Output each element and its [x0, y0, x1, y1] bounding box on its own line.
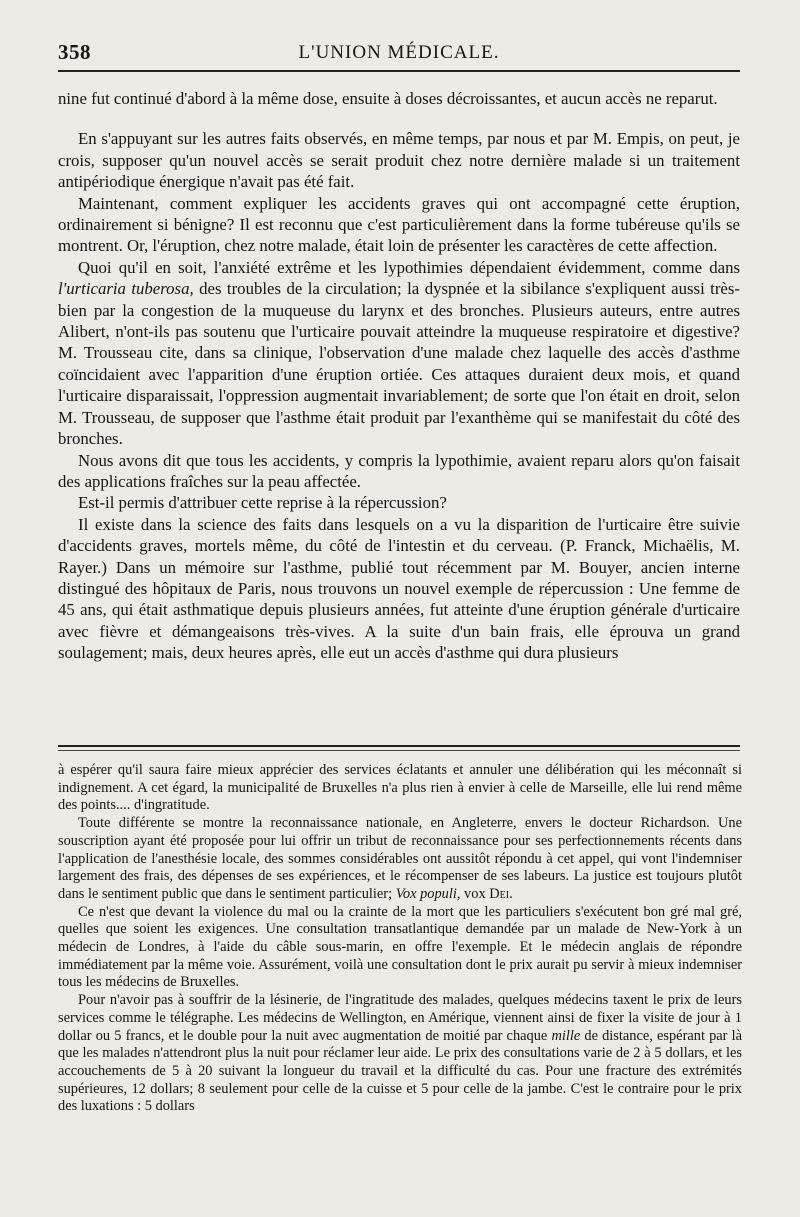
italic-phrase: Vox populi, — [395, 885, 461, 902]
paragraph: Il existe dans la science des faits dans lesquels on a vu la disparition de l'urticaire être suivie d'accidents graves, mortels même, du côté de l'intestin et du cerveau. (P. Franck, Michaëlis, M. Rayer.) Dans un mémoire sur l'asthme, publié tout récemment par M. Bouyer, ancien interne distingué des hôpitaux de Paris, nous trouvons un nouvel exemple de répercussion : Une femme de 45 ans, qui était asthmatique depuis plusieurs années, fut atteinte d'une éruption générale d'urticaire avec fièvre et démangeaisons très-vives. A la suite d'un bain frais, elle éprouva un grand soulagement; mais, deux heures après, elle eut un accès d'asthme qui dura plusieurs — [58, 514, 740, 663]
paragraph — [58, 257, 740, 450]
paragraph — [58, 992, 742, 1116]
text-run: de distance, espérant par là que les malades n'attendront plus la nuit pour réclamer leur aide. Le prix des consultations varie de 2 à 5 dollars, et les accouchements de 5 à 20 suivant la longueur du travail et la difficulté du cas. Pour une fracture des extrémités supérieures, 12 dollars; 8 seulement pour celle de la cuisse et 5 pour celle de la jambe. C'est le contraire pour le prix des luxations : 5 dollars — [58, 1027, 742, 1115]
text-run: Quoi qu'il en soit, l'anxiété extrême et les lypothimies dépendaient évidemment, comme dans — [78, 257, 740, 277]
text-run: Toute différente se montre la reconnaissance nationale, en Angleterre, envers le docteur Richardson. Une souscription ayant été proposée pour lui offrir un tribut de reconnaissance pour ses perfectionnements récents dans l'application de l'anesthésie locale, des sommes considérables ont aussitôt répondu à cet appel, qui vont l'indemniser largement des frais, des dépenses de ses expériences, et le récompenser de ses labeurs. La justice est toujours plutôt dans le sentiment public que dans le sentiment particulier; — [58, 815, 742, 902]
paragraph: Ce n'est que devant la violence du mal ou la crainte de la mort que les particuliers s'exécutent bon gré mal gré, quelles que soient les exigences. Une consultation transatlantique demandée par un malade de New-York à un médecin de Londres, à l'aide du câble sous-marin, en offre l'exemple. Et le médecin anglais de répondre immédiatement par la même voie. Assurément, voilà une consultation dont le prix aurait pu servir à mieux indemniser tous les médecins de Bruxelles. — [58, 903, 742, 991]
feuilleton-divider-thin — [58, 750, 740, 751]
paragraph: Est-il permis d'attribuer cette reprise à la répercussion? — [78, 493, 447, 513]
italic-term: l'urticaria tuberosa, — [58, 279, 194, 299]
main-article-text — [58, 88, 740, 664]
feuilleton-text — [58, 762, 742, 1116]
text-run: Pour n'avoir pas à souffrir de la lésinerie, de l'ingratitude des malades, quelques médecins taxent le prix de leurs services comme le télégraphe. Les médecins de Wellington, en Amérique, viennent ainsi de fixer la visite de jour à 1 dollar ou 5 francs, et le double pour la nuit avec augmentation de moitié par chaque — [58, 992, 742, 1044]
paragraph: Nous avons dit que tous les accidents, y compris la lypothimie, avaient reparu alors qu'on faisait des applications fraîches sur la peau affectée. — [58, 450, 740, 491]
page-header — [58, 38, 740, 72]
small-caps-word: Dei. — [489, 885, 513, 902]
text-run: vox — [460, 885, 490, 902]
running-title: L'UNION MÉDICALE. — [298, 42, 500, 63]
italic-word: mille — [551, 1027, 581, 1044]
page-number: 358 — [58, 40, 91, 64]
text-run: des troubles de la circulation; la dyspnée et la sibilance s'expliquent aussi très-bien par la congestion de la muqueuse du larynx et des bronches. Plusieurs auteurs, entre autres Alibert, n'ont-ils pas soutenu que l'urticaire pouvait atteindre la muqueuse respiratoire et digestive? M. Trousseau cite, dans sa clinique, l'observation d'une malade chez laquelle des accès d'asthme coïncidaient avec l'apparition d'une éruption ortiée. Ces attaques duraient deux mois, et quand l'urticaire disparaissait, l'oppression augmentait invariablement; de sorte que l'on était en droit, selon M. Trousseau, de supposer que l'asthme était produit par l'exanthème qui se manifestait du côté des bronches. — [58, 279, 740, 449]
paragraph: nine fut continué d'abord à la même dose, ensuite à doses décroissantes, et aucun accès ne reparut. — [58, 89, 718, 108]
paragraph: Maintenant, comment expliquer les accidents graves qui ont accompagné cette éruption, ordinairement si bénigne? Il est reconnu que c'est particulièrement dans la forme tubéreuse qu'ils se montrent. Or, l'éruption, chez notre malade, était loin de présenter les caractères de cette affection. — [58, 193, 740, 256]
feuilleton-divider — [58, 745, 740, 747]
paragraph — [58, 815, 742, 904]
paragraph: En s'appuyant sur les autres faits observés, en même temps, par nous et par M. Empis, on peut, je crois, supposer qu'un nouvel accès se serait produit chez notre dernière malade si un traitement antipériodique énergique n'avait pas été fait. — [58, 129, 740, 192]
paragraph: à espérer qu'il saura faire mieux apprécier des services éclatants et annuler une délibération qui les méconnaît si indignement. A cet égard, la municipalité de Bruxelles n'a plus rien à envier à celle de Marseille, elle lui rend même des points.... d'ingratitude. — [58, 762, 742, 814]
